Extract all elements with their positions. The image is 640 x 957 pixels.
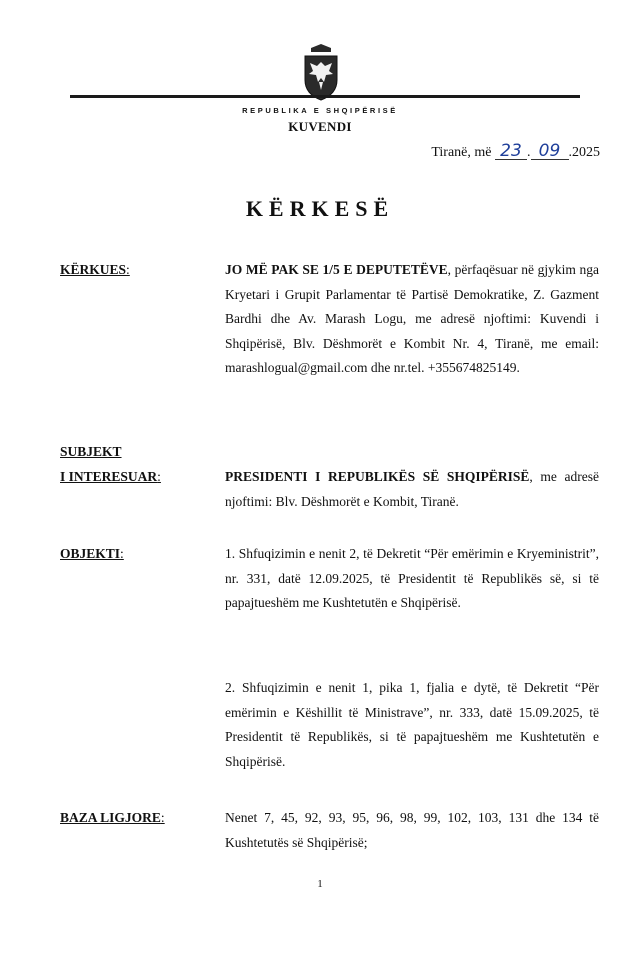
date-day-handwritten: 23 [495, 143, 527, 160]
albanian-eagle-emblem-icon [301, 44, 341, 102]
header-rule [70, 95, 580, 98]
page-number: 1 [317, 878, 323, 890]
date-month-handwritten: 09 [531, 143, 569, 160]
subjekt-label-line2: I INTERESUAR [60, 469, 158, 484]
subjekt-rest: , me adresë njoftimi: Blv. Dëshmorët e Kombit, Tiranë. [225, 469, 600, 509]
kerkues-text [225, 258, 599, 381]
objekti-item-2: 2. Shfuqizimin e nenit 1, pika 1, fjalia e dytë, të Dekretit “Për emërimin e Këshillit të Ministrave”, nr. 333, datë 15.09.2025, të Presidentit të Republikës, si të papajtueshëm me Kushtetutën e Shqipërisë. [225, 680, 599, 769]
baza-label-text: BAZA LIGJORE [60, 810, 161, 825]
kerkues-rest: , përfaqësuar në gjykim nga Kryetari i Grupit Parlamentar të Partisë Demokratike, Z. Gazment Bardhi dhe Av. Marash Logu, me adresë njoftimi: Kuvendi i Shqipërisë, Blv. Dëshmorët e Kombit Nr. 4, Tiranë, me email: marashlogual@gmail.com dhe nr.tel. +355674825149. [225, 262, 600, 375]
objekti-colon: : [120, 546, 124, 561]
baza-text: Nenet 7, 45, 92, 93, 95, 96, 98, 99, 102, 103, 131 dhe 134 të Kushtetutës së Shqipërisë; [225, 810, 599, 850]
kerkues-label [60, 258, 130, 282]
subjekt-colon: : [157, 469, 161, 484]
kerkues-label-text: KËRKUES [60, 262, 127, 277]
document-title: KËRKESË [245, 196, 395, 221]
objekti-item-1: 1. Shfuqizimin e nenit 2, të Dekretit “Për emërimin e Kryeministrit”, nr. 331, datë 12.09.2025, të Presidentit të Republikës së, si të papajtueshëm me Kushtetutën e Shqipërisë. [225, 546, 599, 610]
kerkues-bold: JO MË PAK SE 1/5 E DEPUTETËVE [225, 262, 448, 277]
objekti-label [60, 542, 124, 566]
republic-name: REPUBLIKA E SHQIPËRISË [242, 106, 398, 115]
subjekt-bold: PRESIDENTI I REPUBLIKËS SË SHQIPËRISË [225, 469, 530, 484]
baza-label [60, 806, 165, 830]
objekti-label-text: OBJEKTI [60, 546, 121, 561]
subjekt-text [225, 465, 599, 514]
date-prefix: Tiranë, më [431, 145, 495, 160]
baza-colon: : [160, 810, 165, 825]
subjekt-label-line1: SUBJEKT [60, 444, 122, 459]
institution-name: KUVENDI [288, 119, 352, 134]
date-year: .2025 [568, 145, 600, 160]
date-separator: . [527, 145, 531, 160]
kerkues-colon: : [126, 262, 130, 277]
subjekt-label [60, 465, 161, 489]
date-line [431, 143, 600, 161]
